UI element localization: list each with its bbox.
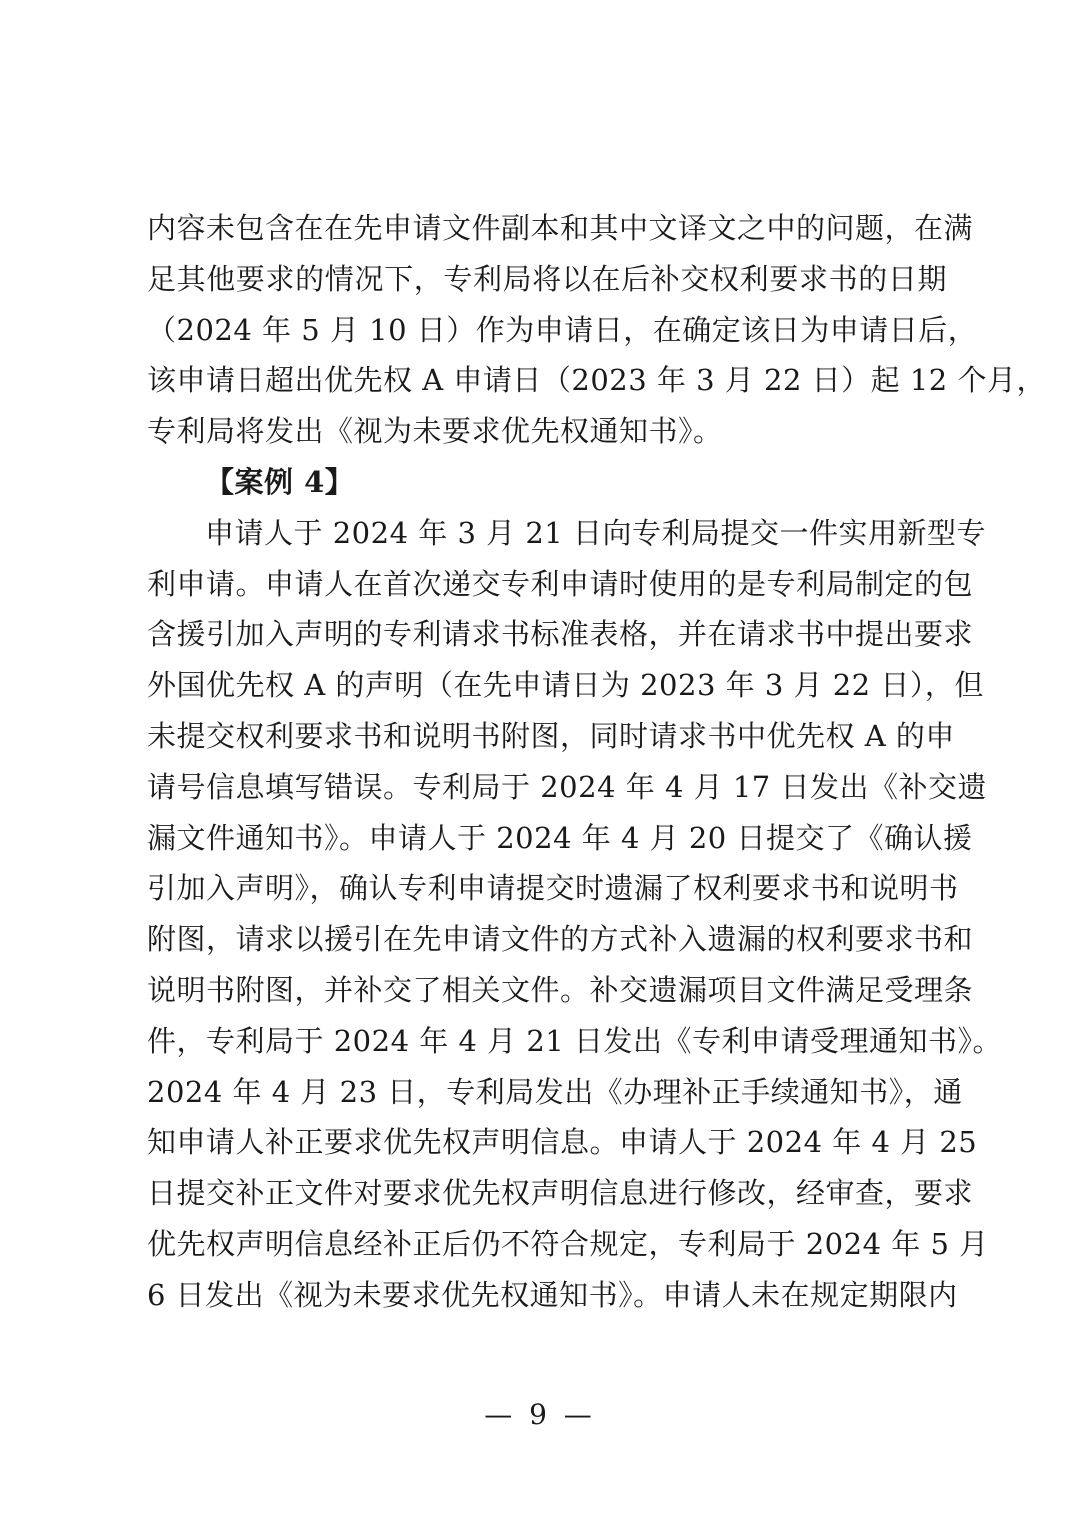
page-number: — 9 — xyxy=(484,1398,596,1431)
paragraph-line: 引加入声明》，确认专利申请提交时遗漏了权利要求书和说明书 xyxy=(147,871,959,906)
paragraph-line: 日提交补正文件对要求优先权声明信息进行修改，经审查，要求 xyxy=(147,1176,974,1211)
body-text xyxy=(147,203,1046,1321)
paragraph-line: 优先权声明信息经补正后仍不符合规定，专利局于 2024 年 5 月 xyxy=(147,1226,989,1261)
paragraph-line: 2024 年 4 月 23 日，专利局发出《办理补正手续通知书》，通 xyxy=(147,1074,963,1109)
paragraph-line: 利申请。申请人在首次递交专利申请时使用的是专利局制定的包 xyxy=(147,566,974,601)
paragraph-line: 请号信息填写错误。专利局于 2024 年 4 月 17 日发出《补交遗 xyxy=(147,769,987,804)
paragraph-line: 漏文件通知书》。申请人于 2024 年 4 月 20 日提交了《确认援 xyxy=(147,820,973,855)
paragraph-line: 含援引加入声明的专利请求书标准表格，并在请求书中提出要求 xyxy=(147,617,974,652)
paragraph-line: 专利局将发出《视为未要求优先权通知书》。 xyxy=(147,414,723,449)
paragraph-line: 知申请人补正要求优先权声明信息。申请人于 2024 年 4 月 25 xyxy=(147,1125,978,1160)
paragraph-line: 件，专利局于 2024 年 4 月 21 日发出《专利申请受理通知书》。 xyxy=(147,1023,1002,1058)
paragraph-line: 6 日发出《视为未要求优先权通知书》。申请人未在规定期限内 xyxy=(147,1277,958,1312)
paragraph-line: 未提交权利要求书和说明书附图，同时请求书中优先权 A 的申 xyxy=(147,718,955,753)
case-heading: 【案例 4】 xyxy=(205,464,355,499)
paragraph-line: 说明书附图，并补交了相关文件。补交遗漏项目文件满足受理条 xyxy=(147,972,974,1007)
paragraph-line: 申请人于 2024 年 3 月 21 日向专利局提交一件实用新型专 xyxy=(205,515,986,550)
paragraph-line: （2024 年 5 月 10 日）作为申请日，在确定该日为申请日后， xyxy=(147,312,978,347)
paragraph-line: 外国优先权 A 的声明（在先申请日为 2023 年 3 月 22 日），但 xyxy=(147,668,984,703)
paragraph-line: 该申请日超出优先权 A 申请日（2023 年 3 月 22 日）起 12 个月， xyxy=(147,363,1046,398)
paragraph-line: 足其他要求的情况下，专利局将以在后补交权利要求书的日期 xyxy=(147,261,947,296)
paragraph-line: 内容未包含在在先申请文件副本和其中文译文之中的问题，在满 xyxy=(147,211,974,245)
paragraph-line: 附图，请求以援引在先申请文件的方式补入遗漏的权利要求书和 xyxy=(147,922,974,957)
